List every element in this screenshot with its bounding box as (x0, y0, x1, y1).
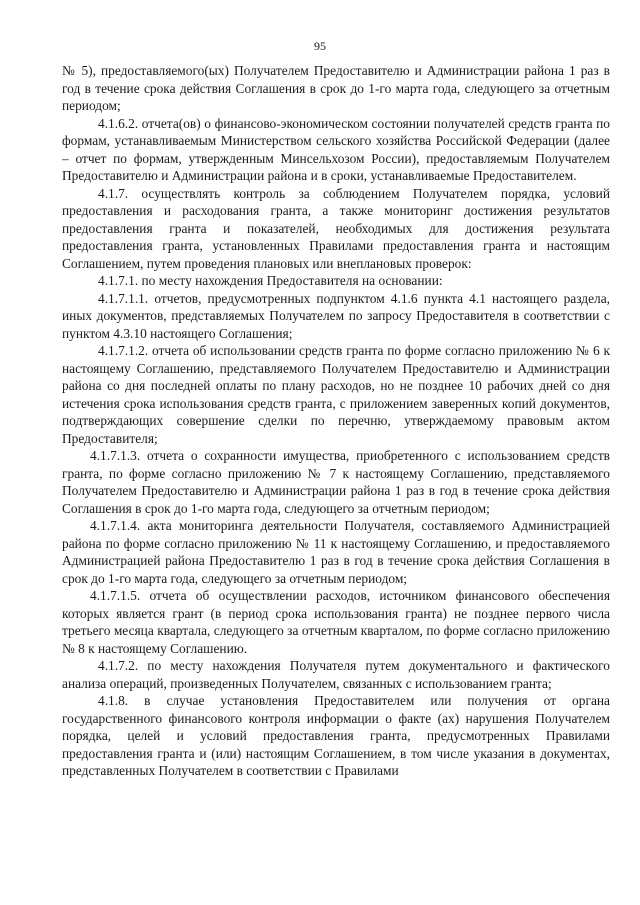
paragraph-4-1-7-1: 4.1.7.1. по месту нахождения Предоставителя на основании: (98, 273, 443, 288)
paragraph-continuation: № 5), предоставляемого(ых) Получателем Предоставителю и Администрации района 1 раз в год в течение срока действия Соглашения в срок до 1-го марта года, следующего за отчетным периодом; (62, 63, 610, 113)
paragraph-4-1-7-2: 4.1.7.2. по месту нахождения Получателя путем документального и фактического анализа операций, произведенных Получателем, связанных с использованием гранта; (62, 658, 610, 691)
page-number: 95 (314, 39, 326, 53)
paragraph-4-1-7-1-2: 4.1.7.1.2. отчета об использовании средств гранта по форме согласно приложению № 6 к настоящему Соглашению, представляемого Получателем Предоставителю и Администрации района со дня последней оплаты по плану расходов, но не позднее 10 рабочих дней со дня истечения срока использования средств гранта, с приложением заверенных копий документов, подтверждающих совершение сделки по перечню, утверждаемому правовым актом Предоставителя; (62, 343, 610, 446)
paragraph-4-1-7-1-1: 4.1.7.1.1. отчетов, предусмотренных подпунктом 4.1.6 пункта 4.1 настоящего раздела, иных документов, представляемых Получателем по запросу Предоставителя в соответствии с пунктом 4.3.10 настоящего Соглашения; (62, 290, 610, 341)
paragraph-4-1-7: 4.1.7. осуществлять контроль за соблюдением Получателем порядка, условий предоставления и расходования гранта, а также мониторинг достижения результатов предоставления гранта и показателей, необходимых для достижения результата предоставления гранта, установленных Правилами предоставления гранта и настоящим Соглашением, путем проведения плановых или внеплановых проверок: (62, 185, 610, 271)
paragraph-4-1-7-1-5: 4.1.7.1.5. отчета об осуществлении расходов, источником финансового обеспечения которых является грант (в период срока использования гранта) не позднее первого числа третьего месяца квартала, следующего за отчетным кварталом, по форме согласно приложению № 8 к настоящему Соглашению. (62, 588, 610, 656)
paragraph-4-1-6-2: 4.1.6.2. отчета(ов) о финансово-экономическом состоянии получателей средств гранта по формам, устанавливаемым Министерством сельского хозяйства Российской Федерации (далее – отчет по формам, утвержденным Минсельхозом России), предоставляемым Получателем Предоставителю и Администрации района и в сроки, устанавливаемые Предоставителем. (62, 115, 610, 183)
paragraph-4-1-8: 4.1.8. в случае установления Предоставителем или получения от органа государственного финансового контроля информации о факте (ах) нарушения Получателем порядка, целей и условий предоставления гранта, предусмотренных Правилами предоставления гранта и (или) настоящим Соглашением, в том числе указания в документах, представленных Получателем в соответствии с Правилами (62, 693, 610, 778)
document-body (62, 62, 610, 780)
paragraph-4-1-7-1-4: 4.1.7.1.4. акта мониторинга деятельности Получателя, составляемого Администрацией района по форме согласно приложению № 11 к настоящему Соглашению, и предоставляемого Администрацией района Предоставителю 1 раз в год в течение срока действия Соглашения в срок до 1-го марта года, следующего за отчетным периодом; (62, 518, 610, 586)
paragraph-4-1-7-1-3: 4.1.7.1.3. отчета о сохранности имущества, приобретенного с использованием средств гранта, по форме согласно приложению № 7 к настоящему Соглашению, представляемого Получателем Предоставителю и Администрации района 1 раз в год в течение срока действия Соглашения в срок до 1-го марта года, следующего за отчетным периодом; (62, 448, 610, 516)
